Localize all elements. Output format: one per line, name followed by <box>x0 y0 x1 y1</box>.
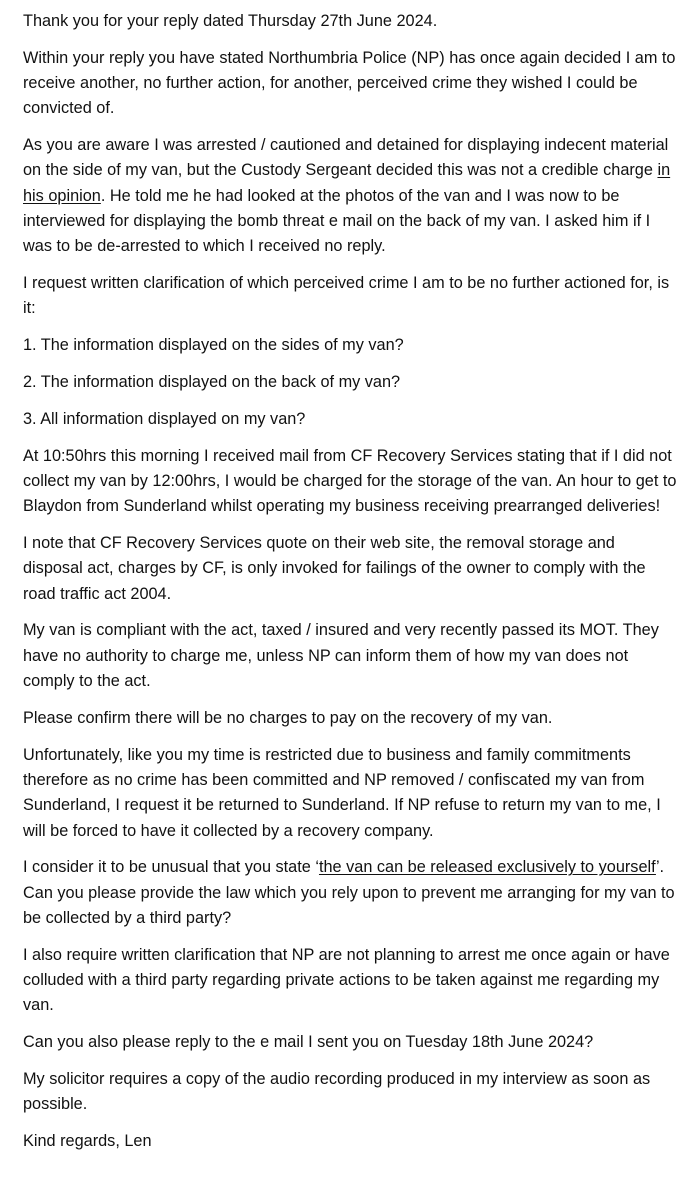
paragraph-clarification-request: I request written clarification of which perceived crime I am to be no further actioned for, is it: <box>23 274 670 318</box>
list-item-all: 3. All information displayed on my van? <box>23 409 306 428</box>
paragraph-van-compliance: My van is compliant with the act, taxed / insured and very recently passed its MOT. They have no authority to charge me, unless NP can inform them of how my van does not comply to the act. <box>23 621 659 691</box>
paragraph-thanks: Thank you for your reply dated Thursday 27th June 2024. <box>23 12 438 30</box>
paragraph-release-exclusively <box>23 855 678 931</box>
underlined-phrase-released-exclusively: the van can be released exclusively to yourself <box>318 858 656 877</box>
paragraph-arrest-account-text-a: As you are aware I was arrested / cautioned and detained for displaying indecent material on the side of my van, but the Custody Sergeant decided this was not a credible charge <box>23 136 669 180</box>
paragraph-arrest-account-text-b: . He told me he had looked at the photos of the van and I was now to be interviewed for displaying the bomb threat e mail on the back of my van. I asked him if I was to be de-arrested to which I received no reply. <box>23 186 651 256</box>
paragraph-arrest-clarification: I also require written clarification that NP are not planning to arrest me once again or have colluded with a third party regarding private actions to be taken against me regarding my van. <box>23 945 670 1015</box>
paragraph-audio-recording: My solicitor requires a copy of the audio recording produced in my interview as soon as possible. <box>23 1069 651 1114</box>
list-item-sides: 1. The information displayed on the sides of my van? <box>23 336 404 355</box>
list-item-back: 2. The information displayed on the back of my van? <box>23 373 401 392</box>
paragraph-release-exclusively-text-a: I consider it to be unusual that you state ‘ <box>23 858 319 877</box>
paragraph-recovery-mail: At 10:50hrs this morning I received mail from CF Recovery Services stating that if I did not collect my van by 12:00hrs, I would be charged for the storage of the van. An hour to get to Blaydon from Sunderland whilst operating my business receiving prearranged deliveries! <box>23 446 677 516</box>
paragraph-email-reply-request: Can you also please reply to the e mail I sent you on Tuesday 18th June 2024? <box>23 1033 594 1052</box>
paragraph-removal-act: I note that CF Recovery Services quote on their web site, the removal storage and disposal act, charges by CF, is only invoked for failings of the owner to comply with the road traffic act 2004. <box>23 534 646 603</box>
paragraph-no-further-action: Within your reply you have stated Northumbria Police (NP) has once again decided I am to receive another, no further action, for another, perceived crime they wished I could be convicted of. <box>23 48 676 118</box>
paragraph-confirm-no-charges: Please confirm there will be no charges to pay on the recovery of my van. <box>23 708 553 727</box>
sign-off: Kind regards, Len <box>23 1131 152 1150</box>
underlined-phrase-in-his-opinion: in his opinion <box>23 161 671 205</box>
paragraph-return-van: Unfortunately, like you my time is restricted due to business and family commitments therefore as no crime has been committed and NP removed / confiscated my van from Sunderland, I request it be returned to Sunderland. If NP refuse to return my van to me, I will be forced to have it collected by a recovery company. <box>23 745 661 840</box>
paragraph-release-exclusively-text-b: ’. Can you please provide the law which you rely upon to prevent me arranging for my van to be collected by a third party? <box>23 858 675 927</box>
paragraph-arrest-account <box>23 133 678 259</box>
